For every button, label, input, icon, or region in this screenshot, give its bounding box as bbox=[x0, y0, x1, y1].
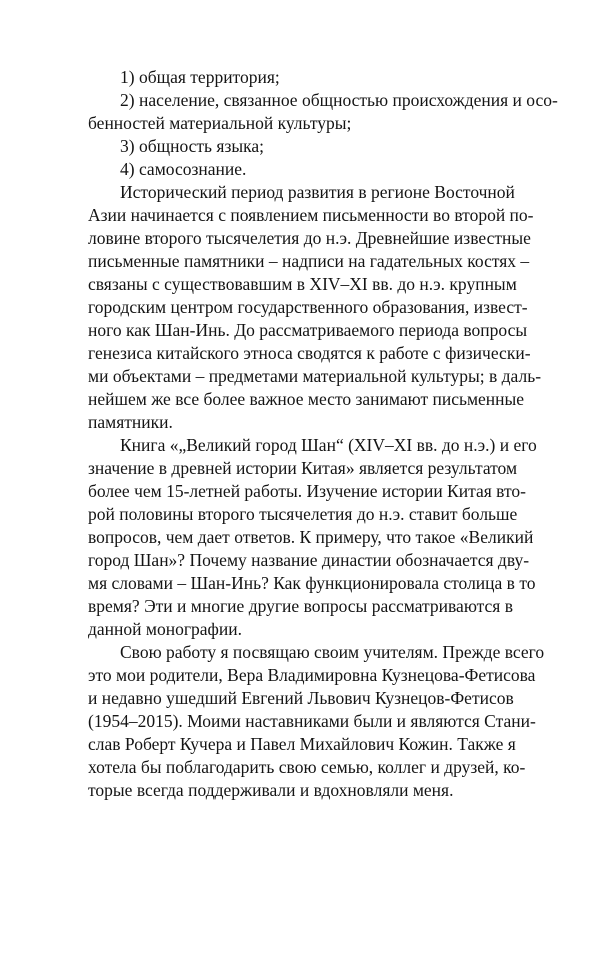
text-line: ного как Шан-Инь. До рассматриваемого периода вопросы bbox=[88, 320, 528, 340]
text-line: слав Роберт Кучера и Павел Михайлович Кожин. Также я bbox=[88, 734, 516, 754]
text-line: время? Эти и многие другие вопросы рассматриваются в bbox=[88, 596, 513, 616]
list-item: 2) население, связанное общностью происхождения и осо- bbox=[120, 90, 558, 110]
list-item: 1) общая территория; bbox=[120, 67, 280, 87]
text-line: торые всегда поддерживали и вдохновляли меня. bbox=[88, 780, 454, 800]
text-line: городским центром государственного образования, извест- bbox=[88, 297, 528, 317]
text-line: значение в древней истории Китая» является результатом bbox=[88, 458, 518, 478]
text-line: Книга «„Великий город Шан“ (XIV–XI вв. до н.э.) и его bbox=[120, 435, 537, 455]
text-line: ми объектами – предметами материальной культуры; в даль- bbox=[88, 366, 542, 386]
paragraph-dedication bbox=[88, 641, 545, 802]
text-line: ловине второго тысячелетия до н.э. Древнейшие известные bbox=[88, 228, 531, 248]
text-line: Исторический период развития в регионе Восточной bbox=[120, 182, 515, 202]
text-line: мя словами – Шан-Инь? Как функционировала столица в то bbox=[88, 573, 536, 593]
text-line: (1954–2015). Моими наставниками были и являются Стани- bbox=[88, 711, 536, 731]
text-line: памятники. bbox=[88, 412, 173, 432]
list-item-continuation: бенностей материальной культуры; bbox=[88, 113, 352, 133]
list-item: 4) самосознание. bbox=[120, 159, 247, 179]
text-line: Свою работу я посвящаю своим учителям. Прежде всего bbox=[120, 642, 545, 662]
text-line: это мои родители, Вера Владимировна Кузнецова-Фетисова bbox=[88, 665, 536, 685]
text-line: вопросов, чем дает ответов. К примеру, что такое «Великий bbox=[88, 527, 534, 547]
text-line: связаны с существовавшим в XIV–XI вв. до н.э. крупным bbox=[88, 274, 517, 294]
text-line: нейшем же все более важное место занимают письменные bbox=[88, 389, 525, 409]
text-line: рой половины второго тысячелетия до н.э. ставит больше bbox=[88, 504, 518, 524]
list-item: 3) общность языка; bbox=[120, 136, 264, 156]
page-text bbox=[88, 66, 558, 802]
criteria-list bbox=[88, 66, 558, 181]
text-line: более чем 15-летней работы. Изучение истории Китая вто- bbox=[88, 481, 526, 501]
paragraph-book-description bbox=[88, 434, 537, 641]
text-line: письменные памятники – надписи на гадательных костях – bbox=[88, 251, 530, 271]
text-line: хотела бы поблагодарить свою семью, коллег и друзей, ко- bbox=[88, 757, 526, 777]
paragraph-historical-period bbox=[88, 181, 542, 434]
text-line: и недавно ушедший Евгений Львович Кузнецов-Фетисов bbox=[88, 688, 514, 708]
text-line: данной монографии. bbox=[88, 619, 242, 639]
text-line: город Шан»? Почему название династии обозначается дву- bbox=[88, 550, 530, 570]
text-line: Азии начинается с появлением письменности во второй по- bbox=[88, 205, 534, 225]
text-line: генезиса китайского этноса сводятся к работе с физически- bbox=[88, 343, 531, 363]
